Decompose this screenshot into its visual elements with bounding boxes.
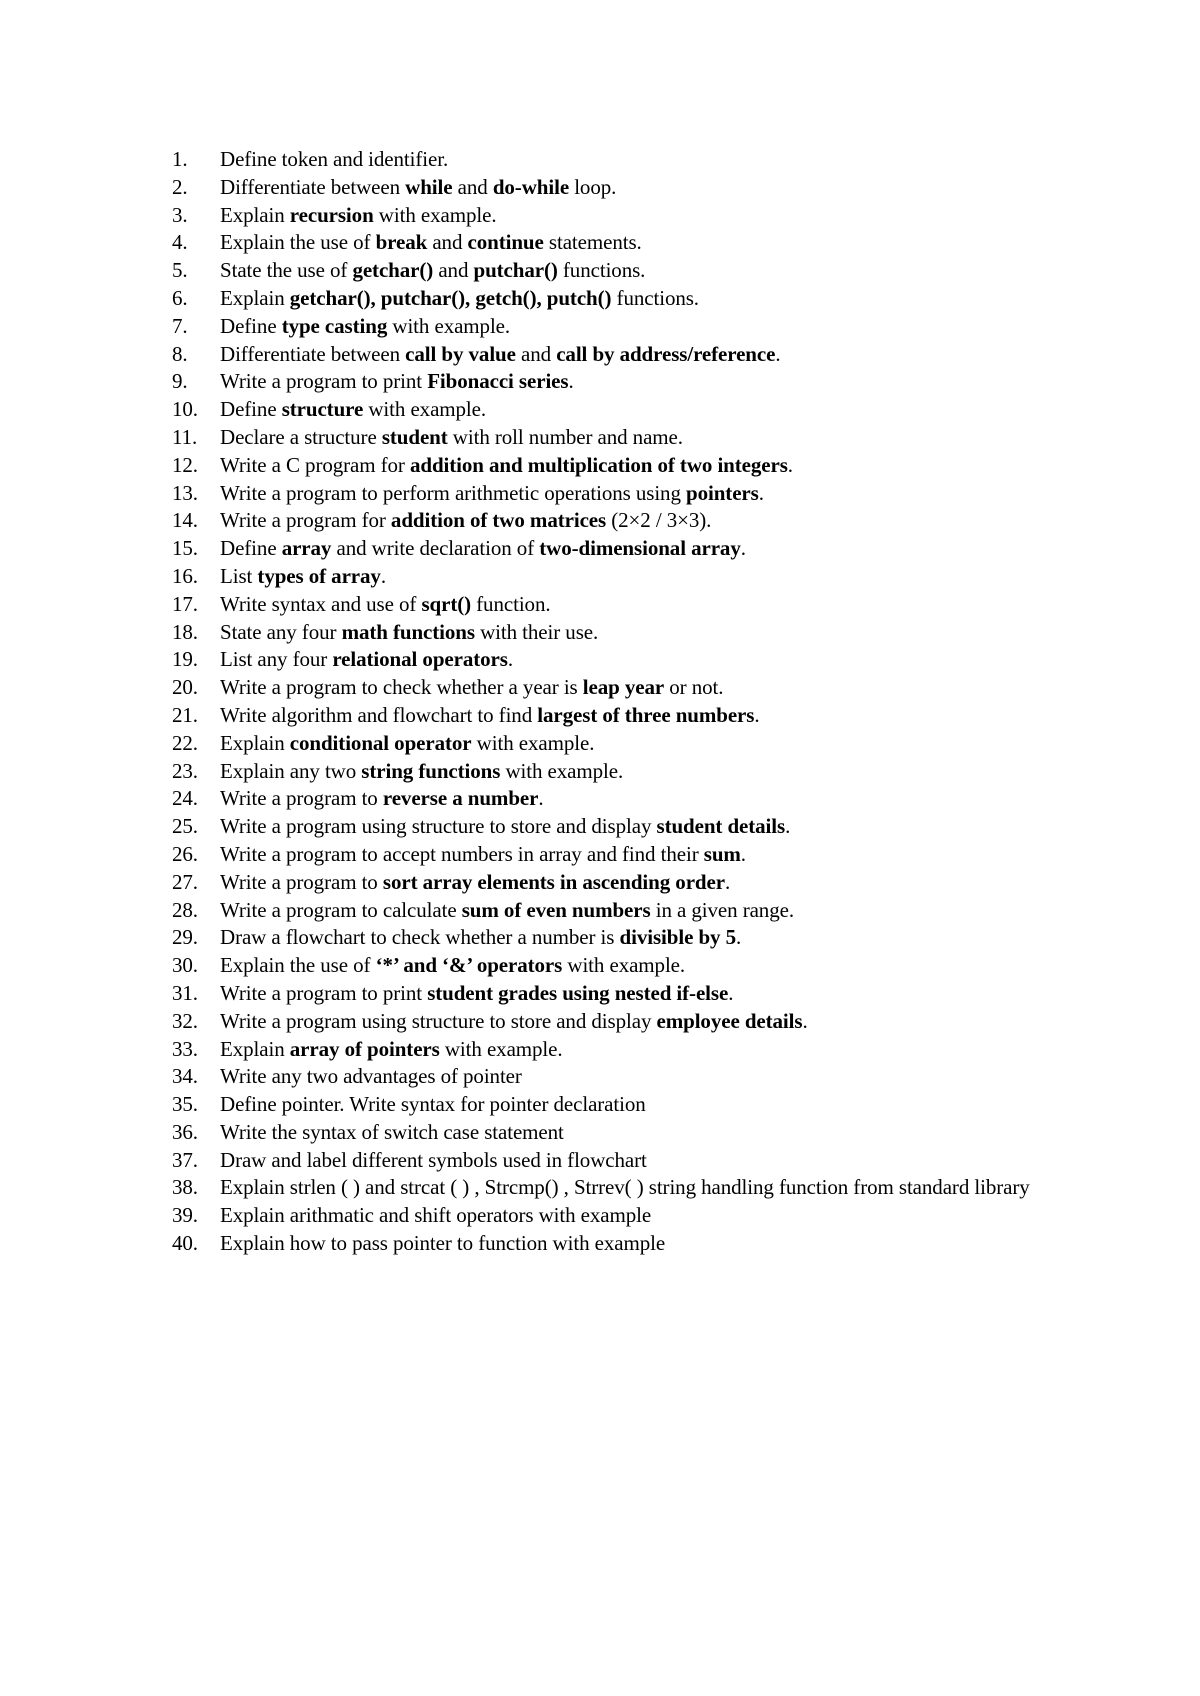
question-number: 20. [172,675,198,700]
question-text [220,980,1052,1008]
text-run: Define pointer. Write syntax for pointer declaration [220,1092,646,1117]
question-text [220,1091,1052,1119]
text-run: Explain [220,202,290,227]
text-run: Write a program to print [220,369,428,394]
list-item [172,591,1052,619]
text-run: functions. [611,285,699,310]
question-text [220,924,1052,952]
question-number: 24. [172,786,198,811]
text-run: and [515,341,557,366]
list-item [172,841,1052,869]
text-run: . [724,869,731,894]
text-run: with example. [500,758,624,783]
question-number: 11. [172,424,198,449]
question-number: 5. [172,258,188,283]
text-run: . [775,341,781,366]
bold-keyword: addition and multiplication of two integers [409,452,788,477]
text-run: Explain strlen ( ) and strcat ( ) , Strcmp() , Strrev( ) string handling function from standard library [220,1175,1030,1200]
bold-keyword: relational operators [332,647,508,672]
list-item [172,1063,1052,1091]
text-run: Write the syntax of switch case statement [220,1119,564,1144]
question-number: 6. [172,285,188,310]
bold-keyword: employee details [656,1008,803,1033]
list-item [172,257,1052,285]
bold-keyword: largest of three numbers [537,702,755,727]
list-item [172,146,1052,174]
text-run: . [740,841,746,866]
bold-keyword: while [405,174,453,199]
text-run: Define [220,536,282,561]
question-number: 15. [172,536,198,561]
text-run: with example. [363,397,487,422]
text-run: . [754,702,760,727]
text-run: with their use. [474,619,599,644]
bold-keyword: break [375,230,428,255]
text-run: Explain [220,730,290,755]
list-item [172,674,1052,702]
bold-keyword: conditional operator [289,730,472,755]
question-number: 28. [172,897,198,922]
text-run: . [735,925,742,950]
text-run: Write any two advantages of pointer [220,1064,522,1089]
text-run: loop. [569,174,617,199]
text-run: . [787,452,793,477]
bold-keyword: structure [281,397,364,422]
question-text [220,869,1052,897]
question-number: 29. [172,925,198,950]
list-item [172,924,1052,952]
list-item [172,563,1052,591]
question-text [220,535,1052,563]
question-text [220,1008,1052,1036]
question-text [220,785,1052,813]
question-number: 40. [172,1231,198,1256]
list-item [172,507,1052,535]
bold-keyword: array [281,536,332,561]
question-text [220,396,1052,424]
question-number: 38. [172,1175,198,1200]
list-item [172,1091,1052,1119]
text-run: Write a program to accept numbers in array and find their [220,841,704,866]
text-run: Differentiate between [220,174,406,199]
question-text [220,758,1052,786]
list-item [172,1119,1052,1147]
question-number: 26. [172,841,198,866]
text-run: Differentiate between [220,341,406,366]
text-run: Write a program for [220,508,391,533]
list-item [172,897,1052,925]
bold-keyword: student grades using nested if-else [427,980,729,1005]
bold-keyword: two-dimensional array [539,536,741,561]
question-number: 27. [172,869,198,894]
text-run: in a given range. [650,897,794,922]
text-run: Explain the use of [220,230,376,255]
bold-keyword: reverse a number [382,786,539,811]
question-number: 1. [172,147,188,171]
question-number: 32. [172,1008,198,1033]
list-item [172,368,1052,396]
bold-keyword: divisible by 5 [619,925,736,950]
list-item [172,813,1052,841]
list-item [172,341,1052,369]
bold-keyword: ‘*’ and ‘&’ operators [375,953,563,978]
question-text [220,619,1052,647]
list-item [172,869,1052,897]
question-text [220,313,1052,341]
question-text [220,424,1052,452]
question-number: 23. [172,758,198,783]
text-run: Define [220,397,282,422]
question-number: 12. [172,452,198,477]
bold-keyword: leap year [582,675,665,700]
text-run: Explain [220,285,290,310]
bold-keyword: array of pointers [289,1036,440,1061]
list-item [172,396,1052,424]
question-text [220,146,1052,174]
bold-keyword: do-while [492,174,570,199]
list-item [172,785,1052,813]
question-text [220,702,1052,730]
text-run: and [433,258,474,283]
question-text [220,257,1052,285]
bold-keyword: sort array elements in ascending order [382,869,725,894]
question-number: 16. [172,563,198,588]
question-number: 25. [172,814,198,839]
question-number: 31. [172,980,198,1005]
bold-keyword: string functions [361,758,501,783]
question-text [220,1147,1052,1175]
bold-keyword: getchar(), putchar(), getch(), putch() [289,285,612,310]
question-number: 8. [172,341,188,366]
text-run: with example. [471,730,595,755]
text-run: with roll number and name. [447,424,683,449]
text-run: . [785,814,791,839]
question-number: 39. [172,1203,198,1228]
question-text [220,452,1052,480]
question-text [220,368,1052,396]
question-number: 7. [172,313,188,338]
bold-keyword: student details [656,814,786,839]
text-run: Draw and label different symbols used in flowchart [220,1147,647,1172]
bold-keyword: recursion [289,202,374,227]
bold-keyword: type casting [281,313,388,338]
text-run: State any four [220,619,342,644]
question-text [220,174,1052,202]
text-run: and write declaration of [331,536,540,561]
text-run: Write a program to perform arithmetic operations using [220,480,687,505]
text-run: List [220,563,258,588]
text-run: Write a C program for [220,452,410,477]
question-text [220,1230,1052,1258]
list-item [172,646,1052,674]
question-text [220,1174,1052,1202]
question-number: 4. [172,230,188,255]
question-text [220,813,1052,841]
question-number: 19. [172,647,198,672]
text-run: with example. [439,1036,563,1061]
question-list [172,146,1052,1258]
text-run: . [728,980,734,1005]
bold-keyword: math functions [341,619,475,644]
question-number: 18. [172,619,198,644]
question-text [220,480,1052,508]
question-text [220,229,1052,257]
list-item [172,202,1052,230]
bold-keyword: call by address/reference [556,341,776,366]
question-number: 35. [172,1092,198,1117]
question-text [220,341,1052,369]
text-run: with example. [387,313,511,338]
text-run: . [802,1008,808,1033]
question-text [220,507,1052,535]
list-item [172,480,1052,508]
list-item [172,452,1052,480]
list-item [172,424,1052,452]
text-run: Write syntax and use of [220,591,422,616]
question-text [220,1063,1052,1091]
question-text [220,897,1052,925]
text-run: Write a program to print [220,980,428,1005]
list-item [172,702,1052,730]
text-run: (2×2 / 3×3). [606,508,712,533]
question-number: 10. [172,397,198,422]
text-run: Explain any two [220,758,362,783]
list-item [172,535,1052,563]
question-number: 2. [172,174,188,199]
bold-keyword: addition of two matrices [390,508,607,533]
list-item [172,980,1052,1008]
text-run: . [507,647,513,672]
list-item [172,619,1052,647]
list-item [172,1230,1052,1258]
question-number: 9. [172,369,188,394]
question-number: 21. [172,702,198,727]
question-number: 30. [172,953,198,978]
text-run: statements. [543,230,642,255]
question-text [220,1036,1052,1064]
text-run: Define token and identifier. [220,147,449,171]
list-item [172,285,1052,313]
text-run: and [452,174,493,199]
bold-keyword: sum of even numbers [461,897,651,922]
bold-keyword: sqrt() [421,591,472,616]
list-item [172,174,1052,202]
list-item [172,730,1052,758]
text-run: . [740,536,746,561]
bold-keyword: sum [703,841,741,866]
text-run: function. [471,591,551,616]
question-text [220,730,1052,758]
list-item [172,952,1052,980]
text-run: State the use of [220,258,353,283]
list-item [172,229,1052,257]
question-number: 22. [172,730,198,755]
bold-keyword: types of array [257,563,381,588]
text-run: List any four [220,647,333,672]
question-text [220,591,1052,619]
question-text [220,285,1052,313]
question-text [220,674,1052,702]
list-item [172,1008,1052,1036]
text-run: and [427,230,468,255]
question-text [220,202,1052,230]
bold-keyword: getchar() [352,258,434,283]
question-number: 17. [172,591,198,616]
question-text [220,1202,1052,1230]
bold-keyword: Fibonacci series [427,369,569,394]
bold-keyword: continue [467,230,544,255]
question-text [220,1119,1052,1147]
text-run: Explain the use of [220,953,376,978]
text-run: functions. [557,258,646,283]
text-run: with example. [562,953,686,978]
text-run: with example. [373,202,497,227]
text-run: . [380,563,386,588]
text-run: Write a program to [220,869,383,894]
text-run: Write a program to check whether a year is [220,675,583,700]
question-number: 14. [172,508,198,533]
question-number: 3. [172,202,188,227]
question-number: 33. [172,1036,198,1061]
question-text [220,841,1052,869]
text-run: Declare a structure [220,424,382,449]
question-text [220,952,1052,980]
list-item [172,313,1052,341]
text-run: Explain [220,1036,290,1061]
question-number: 36. [172,1119,198,1144]
list-item [172,1174,1052,1202]
text-run: Explain how to pass pointer to function with example [220,1231,666,1256]
bold-keyword: pointers [686,480,759,505]
text-run: or not. [664,675,724,700]
question-number: 13. [172,480,198,505]
text-run: Write a program to calculate [220,897,462,922]
question-number: 37. [172,1147,198,1172]
text-run: Draw a flowchart to check whether a number is [220,925,620,950]
text-run: Explain arithmatic and shift operators with example [220,1203,652,1228]
question-number: 34. [172,1064,198,1089]
question-text [220,646,1052,674]
text-run: . [568,369,574,394]
list-item [172,1036,1052,1064]
list-item [172,1202,1052,1230]
text-run: Write a program to [220,786,383,811]
text-run: Write a program using structure to store and display [220,814,657,839]
list-item [172,758,1052,786]
bold-keyword: putchar() [473,258,558,283]
text-run: Write algorithm and flowchart to find [220,702,538,727]
bold-keyword: student [381,424,448,449]
list-item [172,1147,1052,1175]
text-run: . [538,786,544,811]
text-run: . [758,480,764,505]
text-run: Define [220,313,282,338]
bold-keyword: call by value [405,341,516,366]
text-run: Write a program using structure to store and display [220,1008,657,1033]
question-text [220,563,1052,591]
